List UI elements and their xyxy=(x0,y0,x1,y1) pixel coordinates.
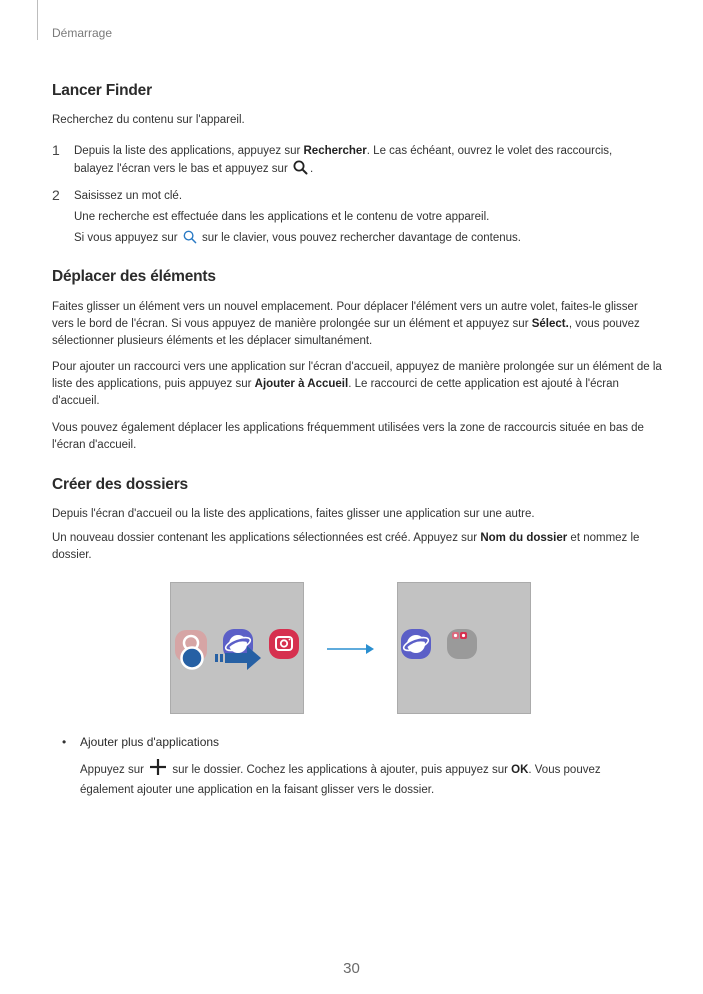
search-icon xyxy=(183,230,197,250)
bullet-marker: • xyxy=(62,735,67,749)
internet-app-icon xyxy=(401,629,431,659)
section2-paragraph-1: Faites glisser un élément vers un nouvel emplacement. Pour déplacer l'élément vers un autre volet, faites-le glisser vers le bord de l'écran. Si vous appuyez de manière prolongée sur un élément et appuyez sur Sélect., vous pouvez sélectionner plusieurs éléments et les déplacer simultanément. xyxy=(52,301,640,347)
illustration-before xyxy=(170,582,304,714)
section3-paragraph-1: Depuis l'écran d'accueil ou la liste des applications, faites glisser une application sur une autre. xyxy=(52,508,535,520)
step-2-text: Saisissez un mot clé. Une recherche est effectuée dans les applications et le contenu de votre appareil. Si vous appuyez sur sur le clavier, vous pouvez rechercher davantage de contenus. xyxy=(74,188,664,250)
transition-arrow-icon xyxy=(326,643,376,661)
step-1-text: Depuis la liste des applications, appuyez sur Rechercher. Le cas échéant, ouvrez le volet des raccourcis, balayez l'écran vers le bas et appuyez sur . xyxy=(74,143,664,181)
section2-paragraph-3: Vous pouvez également déplacer les applications fréquemment utilisées vers la zone de raccourcis située en bas de l'écran d'accueil. xyxy=(52,422,644,451)
section-title-deplacer-elements: Déplacer des éléments xyxy=(52,268,216,285)
section-title-creer-dossiers: Créer des dossiers xyxy=(52,476,188,493)
step-number-2: 2 xyxy=(52,187,60,203)
folder-icon xyxy=(447,629,477,659)
section-title-lancer-finder: Lancer Finder xyxy=(52,82,152,99)
bullet-title: Ajouter plus d'applications xyxy=(80,735,220,749)
plus-icon xyxy=(149,758,167,782)
section3-paragraph-2: Un nouveau dossier contenant les applications sélectionnées est créé. Appuyez sur Nom du dossier et nommez le dossier. xyxy=(52,532,640,561)
camera-app-icon xyxy=(269,629,299,659)
bullet-text: Appuyez sur sur le dossier. Cochez les applications à ajouter, puis appuyez sur OK. Vous pouvez également ajouter une application en la faisant glisser vers le dossier. xyxy=(80,758,650,799)
header-rule xyxy=(37,0,38,40)
section1-intro: Recherchez du contenu sur l'appareil. xyxy=(52,114,245,126)
step-number-1: 1 xyxy=(52,142,60,158)
header-title: Démarrage xyxy=(52,26,113,40)
search-icon xyxy=(293,160,308,181)
touch-point xyxy=(182,648,203,669)
page-number: 30 xyxy=(343,960,360,977)
section2-paragraph-2: Pour ajouter un raccourci vers une application sur l'écran d'accueil, appuyez de manière prolongée sur un élément de la liste des applications, puis appuyez sur Ajouter à Accueil. Le raccourci de cette application est ajouté à l'écran d'accueil. xyxy=(52,361,662,407)
illustration-after xyxy=(397,582,531,714)
